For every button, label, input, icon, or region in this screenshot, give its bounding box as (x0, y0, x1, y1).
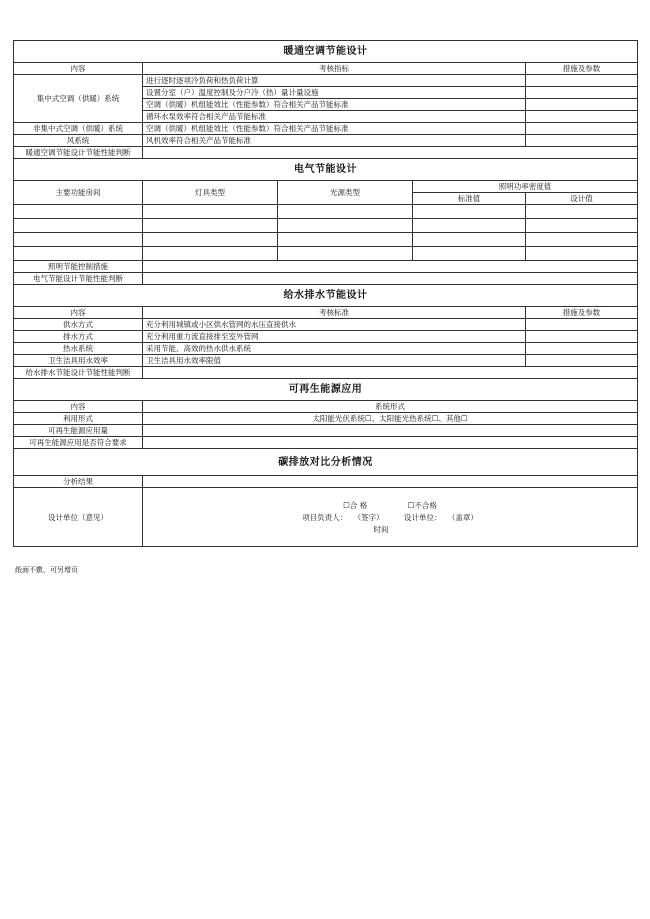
central-system-label: 集中式空调（供暖）系统 (14, 75, 143, 123)
central-measure-1[interactable] (526, 75, 638, 87)
drainage-measure[interactable] (526, 331, 638, 343)
elec-standard-cell[interactable] (413, 247, 526, 261)
renewable-amount-value[interactable] (143, 425, 638, 437)
elec-lamp-cell[interactable] (143, 247, 278, 261)
electrical-section-title: 电气节能设计 (14, 159, 638, 181)
design-unit-opinion (143, 488, 638, 547)
noncentral-system-label: 非集中式空调（供暖）系统 (14, 123, 143, 135)
hvac-header-criteria: 考核指标 (143, 63, 526, 75)
water-header-content: 内容 (14, 307, 143, 319)
noncentral-measure[interactable] (526, 123, 638, 135)
elec-source-cell[interactable] (278, 205, 413, 219)
elec-room-cell[interactable] (14, 219, 143, 233)
sign-field[interactable]: （签字） (353, 512, 384, 522)
water-supply-label: 供水方式 (14, 319, 143, 331)
elec-header-source: 光源类型 (278, 181, 413, 205)
design-unit-field-label: 设计单位： (403, 512, 442, 522)
elec-header-lamp: 灯具类型 (143, 181, 278, 205)
design-unit-label: 设计单位（意见） (14, 488, 143, 547)
water-section-title: 给水排水节能设计 (14, 285, 638, 307)
elec-standard-cell[interactable] (413, 233, 526, 247)
elec-header-room: 主要功能房间 (14, 181, 143, 205)
elec-standard-cell[interactable] (413, 205, 526, 219)
hvac-header-measures: 措施及参数 (526, 63, 638, 75)
sanitary-measure[interactable] (526, 355, 638, 367)
pass-checkbox[interactable]: ☐合 格 (343, 500, 368, 510)
energy-design-form (13, 40, 637, 547)
hot-water-label: 热水系统 (14, 343, 143, 355)
elec-standard-cell[interactable] (413, 219, 526, 233)
renewable-header-content: 内容 (14, 401, 143, 413)
time-field[interactable]: 时间 (373, 524, 389, 534)
water-header-criteria: 考核标准 (143, 307, 526, 319)
sanitary-label: 卫生洁具用水效率 (14, 355, 143, 367)
elec-source-cell[interactable] (278, 233, 413, 247)
central-criterion-1: 进行逐时逐项冷负荷和热负荷计算 (143, 75, 526, 87)
analysis-result-value[interactable] (143, 476, 638, 488)
water-header-measures: 措施及参数 (526, 307, 638, 319)
renewable-section-title: 可再生能源应用 (14, 379, 638, 401)
carbon-section-title: 碳排放对比分析情况 (14, 449, 638, 476)
elec-room-cell[interactable] (14, 247, 143, 261)
elec-judgement-value[interactable] (143, 273, 638, 285)
elec-room-cell[interactable] (14, 205, 143, 219)
central-measure-4[interactable] (526, 111, 638, 123)
drainage-criterion: 充分利用重力流直接排至室外管网 (143, 331, 526, 343)
footnote: 纸面不敷，可另增页 (15, 566, 78, 574)
renewable-compliance-value[interactable] (143, 437, 638, 449)
renewable-compliance-label: 可再生能源应用是否符合要求 (14, 437, 143, 449)
usage-form-options[interactable]: 太阳能光伏系统☐、太阳能光热系统☐、其他☐ (143, 413, 638, 425)
elec-design-cell[interactable] (526, 233, 638, 247)
lighting-control-value[interactable] (143, 261, 638, 273)
water-judgement-value[interactable] (143, 367, 638, 379)
elec-source-cell[interactable] (278, 247, 413, 261)
hvac-judgement-label: 暖通空调节能设计节能性能判断 (14, 147, 143, 159)
water-supply-measure[interactable] (526, 319, 638, 331)
central-criterion-3: 空调（供暖）机组能效比（性能参数）符合相关产品节能标准 (143, 99, 526, 111)
water-judgement-label: 给水排水节能设计节能性能判断 (14, 367, 143, 379)
central-measure-3[interactable] (526, 99, 638, 111)
analysis-result-label: 分析结果 (14, 476, 143, 488)
renewable-header-system: 系统形式 (143, 401, 638, 413)
project-leader-label: 项目负责人： (302, 512, 348, 522)
elec-source-cell[interactable] (278, 219, 413, 233)
fan-system-label: 风系统 (14, 135, 143, 147)
hvac-section-title: 暖通空调节能设计 (14, 41, 638, 63)
hvac-header-content: 内容 (14, 63, 143, 75)
hot-water-criterion: 采用节能、高效的热水供水系统 (143, 343, 526, 355)
sanitary-criterion: 卫生洁具用水效率限值 (143, 355, 526, 367)
water-supply-criterion: 充分利用城镇或小区供水管网的水压直接供水 (143, 319, 526, 331)
hot-water-measure[interactable] (526, 343, 638, 355)
elec-header-design: 设计值 (526, 193, 638, 205)
elec-header-standard: 标准值 (413, 193, 526, 205)
renewable-amount-label: 可再生能源应用量 (14, 425, 143, 437)
elec-lamp-cell[interactable] (143, 233, 278, 247)
hvac-judgement-value[interactable] (143, 147, 638, 159)
elec-header-density: 照明功率密度值 (413, 181, 638, 193)
fail-checkbox[interactable]: ☐不合格 (407, 500, 437, 510)
elec-judgement-label: 电气节能设计节能性能判断 (14, 273, 143, 285)
usage-form-label: 利用形式 (14, 413, 143, 425)
elec-design-cell[interactable] (526, 247, 638, 261)
drainage-label: 排水方式 (14, 331, 143, 343)
lighting-control-label: 照明节能控制措施 (14, 261, 143, 273)
central-criterion-2: 设置分室（户）温度控制及分户冷（热）量计量设施 (143, 87, 526, 99)
fan-measure[interactable] (526, 135, 638, 147)
seal-field[interactable]: （盖章） (447, 512, 478, 522)
fan-criterion: 风机效率符合相关产品节能标准 (143, 135, 526, 147)
elec-room-cell[interactable] (14, 233, 143, 247)
elec-design-cell[interactable] (526, 219, 638, 233)
central-measure-2[interactable] (526, 87, 638, 99)
elec-lamp-cell[interactable] (143, 219, 278, 233)
elec-design-cell[interactable] (526, 205, 638, 219)
elec-lamp-cell[interactable] (143, 205, 278, 219)
central-criterion-4: 循环水泵效率符合相关产品节能标准 (143, 111, 526, 123)
noncentral-criterion: 空调（供暖）机组能效比（性能参数）符合相关产品节能标准 (143, 123, 526, 135)
